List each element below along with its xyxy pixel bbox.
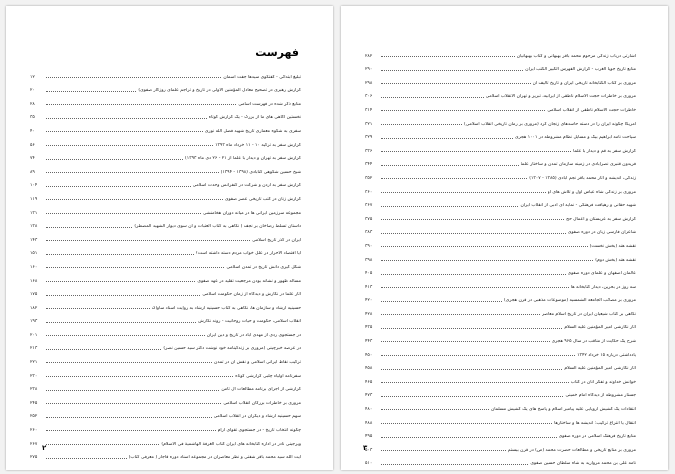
dot-leader (381, 423, 552, 424)
toc-entry (365, 330, 636, 344)
toc-entry-title: گزارش سفر به قم و دیدار با علما (573, 148, 636, 154)
toc-entry-page: ۳۲۱ (365, 121, 373, 127)
dot-leader (46, 240, 250, 241)
toc-entry-page: ۳۸۳ (365, 230, 373, 236)
toc-entry-page: ۴۲۸ (365, 311, 373, 317)
toc-entry-title: آثار نگارشی امیر المؤمنین علیه السلام (564, 366, 636, 372)
toc-entry (30, 229, 301, 243)
dot-leader (381, 355, 575, 356)
toc-entry (30, 202, 301, 216)
toc-entry (30, 284, 301, 298)
toc-entry-title: مروری بر منابع تاریخی و مطالعات حضرت محمد (ص) در قرن بیستم (507, 447, 636, 453)
toc-entry-page: ۴۵۸ (365, 366, 373, 372)
dot-leader (381, 450, 506, 451)
toc-entry-page: ۲۸ (30, 101, 35, 107)
toc-entry (30, 175, 301, 189)
dot-leader (46, 444, 159, 445)
toc-entry-title: در جستجوی ردی از مهدی آباد در تاریخ و دین ایران (206, 332, 301, 338)
toc-entry (365, 439, 636, 453)
toc-entry-page: ۵۶ (30, 142, 35, 148)
dot-leader (46, 417, 212, 418)
toc-entry-page: ۳۰۶ (365, 94, 373, 100)
toc-entry (365, 263, 636, 277)
toc-entry (30, 216, 301, 230)
toc-entry-page: ۱۳۸ (30, 224, 38, 230)
toc-entry-page: ۱۹۳ (30, 319, 38, 325)
toc-entry (30, 270, 301, 284)
dot-leader (46, 335, 205, 336)
dot-leader (381, 464, 528, 465)
dot-leader (46, 267, 224, 268)
dot-leader (381, 260, 593, 261)
toc-entry-title: شیخ حسین شکوهی گنابادی (۱۳۹۸ - ۱۳۹۴) (220, 169, 301, 175)
dot-leader (46, 403, 221, 404)
toc-entry-title: مروری بر کتاب الکتابخانه تاریخی ایران و تاریخ تالیف آن (532, 80, 636, 86)
toc-entry (365, 86, 636, 100)
dot-leader (46, 118, 207, 119)
toc-entry-page: ۱۲ (30, 74, 35, 80)
toc-entry (30, 379, 301, 393)
toc-entry (365, 45, 636, 59)
toc-entry-page: ۷۴ (30, 156, 35, 162)
toc-entry-page: ۴۲۰ (365, 298, 373, 304)
toc-entry-title: انقلاب اسلامی، حکومت و حیات روحانیت - روند نگارش (198, 319, 301, 325)
toc-entry-page: ۳۶۰ (365, 189, 373, 195)
toc-entry-page: ۲۰ (30, 88, 35, 94)
toc-entry-page: ۱۷۵ (30, 292, 38, 298)
toc-entry (30, 80, 301, 94)
toc-entry-page: ۴۶۵ (365, 379, 373, 385)
toc-entry-page: ۱۵۱ (30, 251, 38, 257)
dot-leader (381, 83, 531, 84)
toc-entry (365, 72, 636, 86)
toc-entry-title: نقشه هند (بخش نخست) (589, 243, 636, 249)
toc-entry (365, 127, 636, 141)
toc-entry-title: یادداشتی درباره ۱۵ خرداد ۱۳۴۲ (577, 352, 636, 358)
toc-entry (365, 371, 636, 385)
toc-entry-page: ۱۳۱ (30, 210, 38, 216)
toc-entry (30, 447, 301, 461)
toc-entry (30, 338, 301, 352)
toc-entry-page: ۲۲۱ (30, 360, 38, 366)
toc-entry-title: گزارشی از اجرای برنامه مطالعات آل ثامن (221, 387, 301, 393)
toc-entry-page: ۴۱۳ (365, 284, 373, 290)
dot-leader (381, 287, 569, 288)
toc-entry-page: ۳۳۶ (365, 148, 373, 154)
page-number: ۲ (42, 444, 47, 452)
toc-entry (30, 351, 301, 365)
toc-entry-page: ۳۵۲ (365, 175, 373, 181)
toc-entry-title: منابع تاریخ جویا الغرب - گزارش الفهرس الکبیر الکتب ایران (525, 67, 636, 73)
toc-entry (365, 113, 636, 127)
toc-entry-title: خاطرات حجت الاسلام ناطقی از انقلاب اسلامی (547, 107, 636, 113)
dot-leader (46, 295, 200, 296)
toc-entry-page: ۲۴۵ (30, 400, 38, 406)
dot-leader (381, 382, 569, 383)
dot-leader (46, 430, 216, 431)
toc-entry-title: تبلیغ ابتدائی - گفتگوی سیدها جفت آسمان (223, 74, 301, 80)
toc-entry (30, 324, 301, 338)
toc-entry-title: نخستین آگاهی های ما از بزرگ - یک گزارش کوتاه (208, 115, 301, 121)
toc-entry (365, 195, 636, 209)
toc-entry-title: آیا اقتصاد الاحرار در علل خواب مردم دسته داشته است؟ (195, 251, 301, 257)
toc-entry (30, 161, 301, 175)
toc-entry-title: آمریکا چگونه ایران را در دسته حاسدهای زنجان کرد (مروری بر رمان تاریخی انقلاب اسلامی) (464, 121, 636, 127)
toc-entry (30, 419, 301, 433)
dot-leader (46, 362, 212, 363)
toc-entry-page: ۴۴۳ (365, 339, 373, 345)
toc-entry-title: گزارش سفر به ترکیه ۱۰ - ۱۱ خرداد ماه ۱۳۹۳ (215, 142, 301, 148)
toc-entry-page: ۱۴۳ (30, 237, 38, 243)
dot-leader (381, 97, 484, 98)
toc-entry (30, 93, 301, 107)
toc-entry (365, 453, 636, 467)
toc-entry-title: سفرنامه اولیاء چلبی گزارشی کوتاه (235, 373, 301, 379)
toc-entry-title: شکل گیری دانش تاریخ در تمدن اسلامی (226, 264, 301, 270)
toc-entry-title: سیاحت نامه ابراهیم بیگ و مسایل نظام مشروطه در ۱۰۰۱ هجری (515, 135, 636, 141)
toc-entry-page: ۲۳۸ (30, 387, 38, 393)
toc-entry-title: خوانش خداوند و تفکر آنان در کتاب (570, 379, 636, 385)
toc-entry-title: آثار علما در نگارش و دیدگاه از زمان حکومت اسلامی (202, 292, 301, 298)
dot-leader (381, 396, 563, 397)
toc-entry-title: اشارتی درباب زندگی مرحوم محمد باقر بهبهانی و کتاب بهبهانیان (516, 53, 636, 59)
dot-leader (46, 131, 203, 132)
toc-entry-title: شرح یک حکایت از مناقب در سال ۹۶۵ هجری (551, 339, 636, 345)
toc-entry (365, 249, 636, 263)
dot-leader (381, 437, 557, 438)
toc-entry (365, 358, 636, 372)
toc-entry-title: مروری بر خاطرات بزرگان انقلاب اسلامی (223, 400, 301, 406)
dot-leader (381, 246, 588, 247)
toc-entry (365, 208, 636, 222)
dot-leader (381, 233, 566, 234)
dot-leader (46, 349, 161, 350)
dot-leader (381, 341, 550, 342)
dot-leader (46, 186, 191, 187)
toc-entry-page: ۴۷۳ (365, 393, 373, 399)
toc-entry-page: ۳۹۸ (365, 257, 373, 263)
dot-leader (46, 145, 213, 146)
toc-entry (30, 392, 301, 406)
dot-leader (46, 390, 219, 391)
toc-entry (365, 290, 636, 304)
dot-leader (381, 124, 462, 125)
toc-entry-title: ایران در گذر تاریخ اسلامی (252, 237, 301, 243)
toc-entry-page: ۳۵ (30, 115, 35, 121)
toc-entry-page: ۱۰۴ (30, 183, 38, 189)
toc-entry-page: ۱۶۰ (30, 264, 38, 270)
toc-list-right (365, 45, 636, 466)
toc-entry-title: حسینیه ارشاد و سازمان ها، نگاهی به کتاب حسینیه ارشاد به روایت اسناد ساواک (151, 305, 301, 311)
dot-leader (381, 151, 571, 152)
dot-leader (46, 199, 223, 200)
toc-entry (365, 235, 636, 249)
toc-entry-title: آیت الله سید محمد باقر شفتی و نظر معاصران در مجموعه اسناد دوره قاجار ( معرفی کتاب) (128, 455, 301, 461)
dot-leader (381, 369, 562, 370)
toc-entry-title: مسأله ظهور و نشانه بودن مرجعیت تقلید در عهد صفوی (197, 278, 301, 284)
toc-entry-title: مجموعه سرزمین ایرانی ها در میانه دوران هخامنشی (202, 210, 301, 216)
dot-leader (381, 314, 540, 315)
toc-entry (30, 107, 301, 121)
toc-entry-page: ۴۳۵ (365, 325, 373, 331)
toc-entry-page: ۲۸۲ (365, 53, 373, 59)
toc-entry-title: گزارش زنان در کتب تاریخی عصر صفوی (224, 196, 301, 202)
toc-entry-title: آثار نگارشی امیر المؤمنین علیه السلام (564, 325, 636, 331)
toc-entry-title: نگاهی بر کتاب شیعیان ایران در تاریخ اسلام معاصر (541, 311, 636, 317)
dot-leader (381, 328, 562, 329)
dot-leader (381, 110, 545, 111)
dot-leader (46, 159, 183, 160)
toc-entry-page: ۲۹۰ (365, 67, 373, 73)
page-number: ۳ (363, 444, 368, 452)
toc-entry-page: ۴۹۵ (365, 434, 373, 440)
dot-leader (46, 172, 219, 173)
toc-entry-page: ۱۸۲ (30, 305, 38, 311)
dot-leader (46, 227, 132, 228)
toc-entry-page: ۲۳۰ (30, 373, 38, 379)
toc-entry-title: فریدون قنبری نصرآبادی در زمینه سازمان تمدن و ساختار علما (520, 162, 636, 168)
toc-entry-title: شاعران فارسی زبان در دوره صفوی (567, 230, 636, 236)
dot-leader (46, 281, 195, 282)
toc-entry-page: ۲۰۱ (30, 332, 38, 338)
toc-entry (30, 256, 301, 270)
dot-leader (381, 206, 518, 207)
dot-leader (46, 213, 201, 214)
toc-entry-title: گزارش رهبری در تصحیح معادل المؤمنین الاولی در تاریخ و تراجم علمای روزگار صفوی) (138, 88, 301, 94)
toc-entry-page: ۸۹ (30, 169, 35, 175)
toc-entry-page: ۴۵۰ (365, 352, 373, 358)
toc-entry (365, 303, 636, 317)
dot-leader (381, 70, 523, 71)
toc-entry-title: سه روز در بحرین، دیدار کتابخانه ها (570, 284, 636, 290)
toc-entry (30, 297, 301, 311)
dot-leader (381, 165, 519, 166)
toc-entry-page: ۲۱۳ (30, 346, 38, 352)
toc-entry (365, 276, 636, 290)
toc-entry (365, 222, 636, 236)
toc-entry-title: منابع تاریخ فرهنگ اسلامی در دوره صفوی (558, 434, 636, 440)
toc-entry-title: چگونه انتخاب تاریخ - در جستجوی تقوای آرام (217, 428, 301, 434)
toc-entry-title: مروری بر زندگی شاه عباس اول و تلاش های او (547, 189, 636, 195)
toc-entry (365, 344, 636, 358)
toc-entry-page: ۴۸۰ (365, 407, 373, 413)
toc-entry-title: گزارش سفر به تهران و دیدار با علما از ۲۱ - ۲۶ دی ماه ۱۳۹۳) (185, 156, 301, 162)
dot-leader (381, 178, 527, 179)
toc-entry (30, 66, 301, 80)
toc-entry-page: ۵۱۰ (365, 461, 373, 467)
dot-leader (381, 56, 515, 57)
dot-leader (381, 219, 564, 220)
toc-entry-page: ۲۷۵ (30, 455, 38, 461)
toc-entry-page: ۳۶۷ (365, 203, 373, 209)
toc-entry-title: در عرصه خبرچینی (مروری بر زندگینامه خود نوشت دکتر سید حسین نصر) (163, 346, 301, 352)
dot-leader (46, 308, 150, 309)
toc-entry-title: مروری بر مصائب الجامعه الشمسیه (موضوعات مذهبی در قرن هجری) (504, 298, 636, 304)
toc-entry-page: ۲۶۷ (30, 441, 38, 447)
toc-entry-page: ۱۱۹ (30, 196, 38, 202)
dot-leader (381, 301, 502, 302)
toc-entry-page: ۲۶۰ (30, 428, 38, 434)
toc-entry (365, 385, 636, 399)
toc-entry-page: ۴۸۸ (365, 420, 373, 426)
toc-entry (365, 140, 636, 154)
toc-entry-page: ۳۹۰ (365, 243, 373, 249)
dot-leader (46, 77, 221, 78)
toc-entry (30, 311, 301, 325)
toc-entry (365, 59, 636, 73)
toc-entry-title: گزارش سفر به اردن و شرکت در کنفرانس وحدت اسلامی (192, 183, 301, 189)
toc-entry-title: مروری بر خاطرات حجت الاسلام ناطقی از ایرانیه، تبریز و تهران الانقلاب اسلامی (485, 94, 636, 100)
toc-page-right (341, 6, 668, 470)
toc-entry (30, 243, 301, 257)
toc-entry (365, 181, 636, 195)
toc-entry (365, 412, 636, 426)
toc-entry-title: جستار مشروطه از دیدگاه امام خمینی (565, 393, 636, 399)
toc-entry (365, 426, 636, 440)
toc-entry (365, 167, 636, 181)
toc-entry (365, 99, 636, 113)
toc-page-left (6, 6, 333, 470)
dot-leader (46, 376, 233, 377)
toc-entry (365, 317, 636, 331)
toc-entry (30, 433, 301, 447)
toc-entry (30, 406, 301, 420)
dot-leader (381, 274, 566, 275)
toc-entry (30, 148, 301, 162)
toc-entry-page: ۳۷۵ (365, 216, 373, 222)
toc-entry-title: داستان تسلط رضاخان بر نجف ( نگاهی به کتاب العتبات و آن سوی دیوار الشهید المضطر) (134, 224, 301, 230)
toc-entry-title: گزارش سفر به عربستان و اعمال حج (566, 216, 636, 222)
dot-leader (381, 138, 513, 139)
toc-entry-title: عالمان اصفهان و علمای دوره صفوی (567, 271, 636, 277)
toc-entry-page: ۲۵۲ (30, 414, 38, 420)
toc-entry-title: سفری به شکوه معماری تاریخ شهید فضل الله نوری (204, 128, 301, 134)
toc-entry-page: ۴۰۵ (365, 271, 373, 277)
dot-leader (46, 458, 127, 459)
dot-leader (46, 91, 136, 92)
toc-entry (30, 134, 301, 148)
toc-entry-page: ۱۶۸ (30, 278, 38, 284)
toc-entry-title: منابع ذکر شده در فهرست اسامی (238, 101, 301, 107)
toc-entry-title: زندگی، اندیشه و آثار محمد باقر نجم آبادی (۱۳۸۵ - ۱۳۰۷) (529, 175, 636, 181)
toc-entry-title: نامه علی بن محمد مروارید به شاه سلطان حسین صفوی (530, 461, 636, 467)
toc-entry-page: ۳۱۴ (365, 107, 373, 113)
toc-list-left (30, 66, 301, 460)
toc-entry-title: شهید حقانی و رهیافت فرهنگی - نمایه ای ادبی از انقلاب ایران (520, 203, 636, 209)
toc-entry-title: ویرجینی نادر در اداره کتابخانه های ایران کتاب الغرفة الهاشمیة فی الاسلام) (161, 441, 301, 447)
toc-entry-title: ترکیب نقاط ایرانی اسلامی و نقش آن در تمدن (214, 360, 301, 366)
toc-entry-page: ۳۴۴ (365, 162, 373, 168)
toc-entry-page: ۳۲۹ (365, 135, 373, 141)
toc-entry-title: سهم حسینیه ارشاد و دیگران در انقلاب اسلامی (213, 414, 301, 420)
dot-leader (381, 409, 489, 410)
page-title: فهرست (255, 46, 299, 59)
dot-leader (381, 192, 546, 193)
dot-leader (46, 104, 236, 105)
dot-leader (46, 254, 194, 255)
toc-entry (365, 154, 636, 168)
toc-entry-title: انتقادات یک کشیش اروپایی علیه پیامبر اسلام و پاسخ های یک کشیش مسلمان (490, 407, 636, 413)
toc-entry-page: ۲۹۸ (365, 80, 373, 86)
dot-leader (46, 322, 196, 323)
toc-entry-page: ۴۰ (30, 128, 35, 134)
toc-entry (30, 188, 301, 202)
toc-entry (365, 398, 636, 412)
toc-entry (30, 120, 301, 134)
toc-entry-title: انتقال یا انتزاع ترکیب: اندیشه ها و ساختارها (554, 420, 636, 426)
toc-entry-page: ۵۰۳ (365, 447, 373, 453)
toc-entry (30, 365, 301, 379)
toc-entry-title: نقشه هند (بخش دوم) (595, 257, 636, 263)
